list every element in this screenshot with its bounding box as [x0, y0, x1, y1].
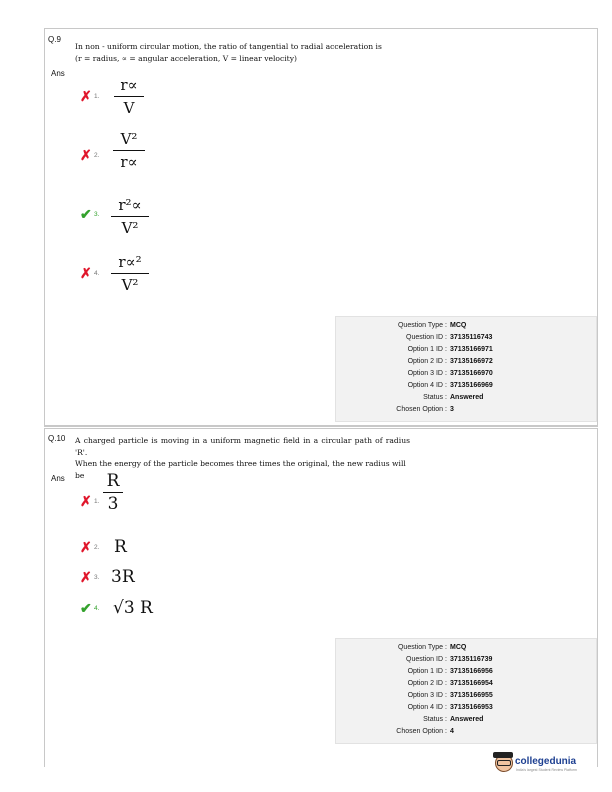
question-meta-box: Question Type : MCQ Question ID : 37135116739 Option 1 ID : 37135166956 Option 2 ID : 37135166954 Option 3 ID : 37135166955 Option 4 ID : 37135166953 Status : Answered Chosen Option : 4	[335, 638, 597, 744]
option-number: 2.	[94, 152, 100, 159]
denominator: V²	[121, 276, 139, 294]
numerator: R	[106, 471, 120, 491]
denominator: V²	[121, 219, 139, 237]
option-number: 3.	[94, 211, 100, 218]
meta-label: Status	[423, 716, 443, 723]
meta-value: 37135116739	[450, 656, 493, 663]
fraction-bar	[103, 492, 123, 493]
meta-value: 37135116743	[450, 334, 493, 341]
collegedunia-logo[interactable]	[493, 754, 593, 780]
meta-label: Option 1 ID	[407, 346, 443, 353]
meta-value: MCQ	[450, 322, 467, 329]
meta-label: Option 4 ID	[407, 382, 443, 389]
question-text-line: A charged particle is moving in a uniform magnetic field in a circular path of radius 'R'.	[75, 436, 410, 457]
correct-check-icon: ✔	[80, 600, 92, 616]
option-number: 3.	[94, 574, 100, 581]
question-text	[75, 41, 410, 64]
option-number: 4.	[94, 605, 100, 612]
wrong-mark-icon: ✗	[80, 539, 92, 555]
meta-value: 3	[450, 406, 454, 413]
option-4-text: √3 R	[113, 598, 153, 618]
meta-value: 37135166953	[450, 704, 493, 711]
fraction-bar	[113, 150, 145, 151]
wrong-mark-icon: ✗	[80, 265, 92, 281]
option-3-text: 3R	[111, 567, 135, 587]
meta-label: Chosen Option	[396, 406, 443, 413]
meta-value: 37135166954	[450, 680, 493, 687]
answer-label: Ans	[51, 474, 65, 483]
option-number: 1.	[94, 93, 100, 100]
numerator: r²∝	[118, 196, 142, 214]
correct-check-icon: ✔	[80, 206, 92, 222]
logo-text: collegedunia	[515, 756, 577, 767]
option-2-text: R	[114, 537, 127, 557]
question-meta-box: Question Type : MCQ Question ID : 37135116743 Option 1 ID : 37135166971 Option 2 ID : 37135166972 Option 3 ID : 37135166970 Option 4 ID : 37135166969 Status : Answered Chosen Option : 3	[335, 316, 597, 422]
numerator: r∝²	[118, 253, 142, 271]
denominator: r∝	[120, 153, 138, 171]
meta-label: Chosen Option	[396, 728, 443, 735]
meta-value: 37135166956	[450, 668, 493, 675]
option-1-fraction	[114, 76, 144, 117]
option-4-fraction	[111, 253, 149, 294]
question-text	[75, 435, 410, 481]
option-number: 2.	[94, 544, 100, 551]
question-text-line: In non - uniform circular motion, the ratio of tangential to radial acceleration is	[75, 42, 382, 51]
meta-value: 37135166972	[450, 358, 493, 365]
wrong-mark-icon: ✗	[80, 569, 92, 585]
meta-value: Answered	[450, 716, 484, 723]
meta-value: 37135166955	[450, 692, 493, 699]
numerator: r∝	[120, 76, 138, 94]
meta-label: Question ID	[406, 656, 443, 663]
meta-label: Option 4 ID	[407, 704, 443, 711]
meta-label: Option 3 ID	[407, 370, 443, 377]
option-1-fraction	[103, 472, 123, 513]
question-text-line: (r = radius, ∝ = angular acceleration, V = linear velocity)	[75, 53, 297, 63]
question-text-line: be	[75, 470, 85, 480]
meta-value: Answered	[450, 394, 484, 401]
glasses-icon	[497, 760, 511, 766]
meta-label: Option 1 ID	[407, 668, 443, 675]
option-3-fraction	[111, 196, 149, 237]
meta-label: Status	[423, 394, 443, 401]
meta-label: Option 2 ID	[407, 358, 443, 365]
meta-label: Question ID	[406, 334, 443, 341]
numerator: V²	[120, 130, 138, 148]
fraction-bar	[114, 96, 144, 97]
denominator: V	[123, 99, 135, 117]
meta-label: Option 3 ID	[407, 692, 443, 699]
option-number: 4.	[94, 270, 100, 277]
question-text-line: When the energy of the particle becomes three times the original, the new radius will	[75, 459, 406, 468]
answer-label: Ans	[51, 69, 65, 78]
wrong-mark-icon: ✗	[80, 493, 92, 509]
option-number: 1.	[94, 498, 100, 505]
meta-label: Option 2 ID	[407, 680, 443, 687]
meta-value: MCQ	[450, 644, 467, 651]
fraction-bar	[111, 273, 149, 274]
wrong-mark-icon: ✗	[80, 88, 92, 104]
meta-label: Question Type	[397, 322, 443, 329]
option-2-fraction	[113, 130, 145, 171]
meta-value: 37135166971	[450, 346, 493, 353]
meta-value: 4	[450, 728, 454, 735]
denominator: 3	[107, 494, 119, 514]
wrong-mark-icon: ✗	[80, 147, 92, 163]
question-number: Q.10	[48, 434, 66, 443]
meta-label: Question Type	[397, 644, 443, 651]
question-number: Q.9	[48, 35, 61, 44]
graduation-cap-icon	[493, 752, 513, 758]
fraction-bar	[111, 216, 149, 217]
meta-value: 37135166969	[450, 382, 493, 389]
meta-value: 37135166970	[450, 370, 493, 377]
logo-tagline: India's largest Student Review Platform	[516, 768, 577, 772]
